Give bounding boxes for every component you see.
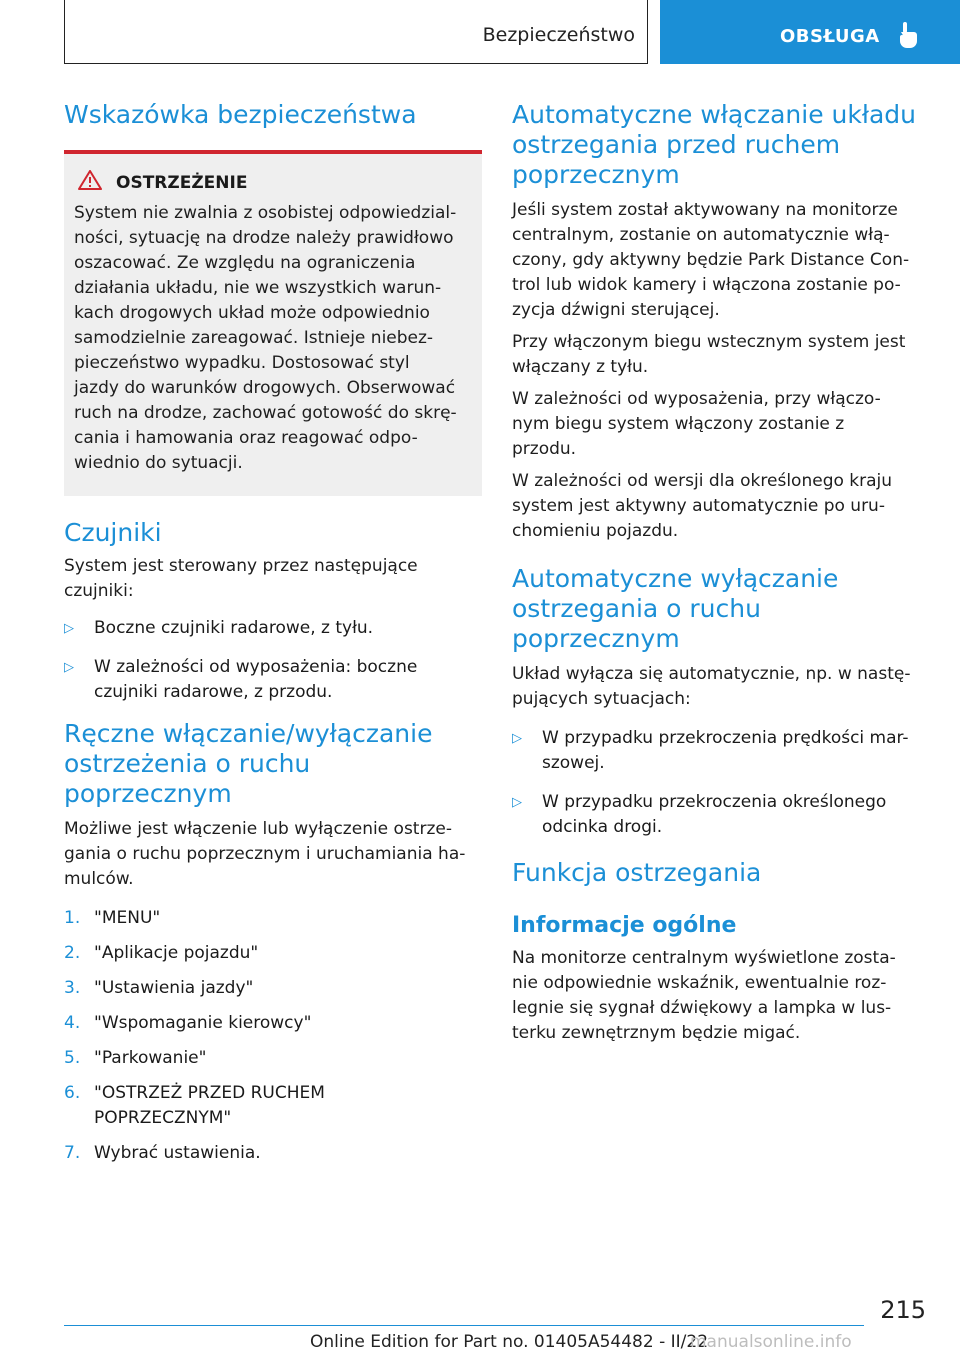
text-line: czony, gdy aktywny będzie Park Distance Con- xyxy=(512,250,910,270)
general-text xyxy=(512,946,928,1046)
header-title: Bezpieczeństwo xyxy=(482,24,635,46)
text-line: system jest aktywny automatycznie po uru- xyxy=(512,496,885,516)
step-text: "Aplikacje pojazdu" xyxy=(94,943,259,963)
auto-on-heading xyxy=(512,100,928,190)
manual-heading xyxy=(64,719,482,809)
steps-list xyxy=(64,906,482,1166)
auto-off-list xyxy=(512,726,928,840)
step-item xyxy=(64,1046,482,1071)
warning-label: OSTRZEŻENIE xyxy=(116,172,248,193)
text-line: W zależności od wersji dla określonego kraju xyxy=(512,471,893,491)
text-line: nym biegu system włączony zostanie z xyxy=(512,414,845,434)
list-item xyxy=(512,726,928,776)
page-number: 215 xyxy=(880,1296,926,1324)
left-column xyxy=(64,100,482,1176)
auto-off-intro xyxy=(512,662,928,712)
text-line: trol lub widok kamery i włączona zostanie po- xyxy=(512,275,901,295)
text-line: System nie zwalnia z osobistej odpowiedzial- xyxy=(74,203,457,223)
text-line: zycja dźwigni sterującej. xyxy=(512,300,720,320)
footer-divider xyxy=(64,1325,864,1326)
paragraph xyxy=(512,198,928,323)
sensors-intro xyxy=(64,554,482,604)
list-item xyxy=(64,616,482,641)
text-line: Jeśli system został aktywowany na monitorze xyxy=(512,200,898,220)
text-line: Możliwe jest włączenie lub wyłączenie ostrze- xyxy=(64,819,452,839)
safety-heading: Wskazówka bezpieczeństwa xyxy=(64,100,417,129)
general-heading: Informacje ogólne xyxy=(512,913,737,938)
footer-watermark: manualsonline.info xyxy=(690,1332,852,1352)
text-line: oszacować. Ze względu na ograniczenia xyxy=(74,253,416,273)
step-item xyxy=(64,1141,482,1166)
hand-pointer-icon xyxy=(896,22,918,52)
warning-text xyxy=(74,201,472,476)
text-line: odcinka drogi. xyxy=(542,817,663,837)
step-number: 2. xyxy=(64,943,81,963)
step-number: 4. xyxy=(64,1013,81,1033)
step-number: 1. xyxy=(64,908,81,928)
auto-on-body xyxy=(512,198,928,544)
text-line: samodzielnie zareagować. Istnieje niebez- xyxy=(74,328,434,348)
heading-line: ostrzegania o ruchu poprzecznym xyxy=(512,594,761,653)
text-line: pieczeństwo wypadku. Dostosować styl xyxy=(74,353,410,373)
bullet-icon: ▷ xyxy=(64,660,74,675)
text-line: szowej. xyxy=(542,753,605,773)
text-line: mulców. xyxy=(64,869,134,889)
heading-line: Ręczne włączanie/wyłączanie xyxy=(64,719,433,748)
text-line: ności, sytuację na drodze należy prawidłowo xyxy=(74,228,454,248)
heading-line: ostrzeżenia o ruchu poprzecznym xyxy=(64,749,311,808)
text-line: ruch na drodze, zachować gotowość do skrę- xyxy=(74,403,457,423)
text-line: W przypadku przekroczenia określonego xyxy=(542,792,887,812)
heading-line: ostrzegania przed ruchem xyxy=(512,130,841,159)
text-line: System jest sterowany przez następujące xyxy=(64,556,418,576)
paragraph xyxy=(512,330,928,380)
text-line: włączany z tyłu. xyxy=(512,357,649,377)
text-line: Przy włączonym biegu wstecznym system jest xyxy=(512,332,906,352)
auto-off-heading xyxy=(512,564,928,654)
text-line: W zależności od wyposażenia: boczne xyxy=(94,657,418,677)
step-text: "Ustawienia jazdy" xyxy=(94,978,254,998)
text-line: działania układu, nie we wszystkich warun- xyxy=(74,278,442,298)
step-text: "Parkowanie" xyxy=(94,1048,207,1068)
text-line: gania o ruchu poprzecznym i uruchamiania ha- xyxy=(64,844,466,864)
step-text: "Wspomaganie kierowcy" xyxy=(94,1013,312,1033)
text-line: cania i hamowania oraz reagować odpo- xyxy=(74,428,418,448)
text-line: W zależności od wyposażenia, przy włączo- xyxy=(512,389,881,409)
step-text: Wybrać ustawienia. xyxy=(94,1143,261,1163)
header-section-label: OBSŁUGA xyxy=(780,26,880,47)
text-line: kach drogowych układ może odpowiednio xyxy=(74,303,430,323)
heading-line: poprzecznym xyxy=(512,160,680,189)
header-section-tab[interactable] xyxy=(660,0,960,64)
right-column xyxy=(512,100,928,1053)
bullet-icon: ▷ xyxy=(64,621,74,636)
text-line: czujniki: xyxy=(64,581,134,601)
text-line: pujących sytuacjach: xyxy=(512,689,691,709)
step-number: 3. xyxy=(64,978,81,998)
step-text: POPRZECZNYM" xyxy=(94,1108,232,1128)
paragraph xyxy=(512,469,928,544)
text-line: nie odpowiednie wskaźnik, ewentualnie roz- xyxy=(512,973,887,993)
text-line: terku zewnętrznym będzie migać. xyxy=(512,1023,801,1043)
step-item xyxy=(64,976,482,1001)
step-item xyxy=(64,906,482,931)
warning-triangle-icon xyxy=(78,170,102,195)
text-line: centralnym, zostanie on automatycznie włą- xyxy=(512,225,890,245)
step-item xyxy=(64,941,482,966)
text-line: czujniki radarowe, z przodu. xyxy=(94,682,333,702)
step-item xyxy=(64,1081,482,1131)
text-line: W przypadku przekroczenia prędkości mar- xyxy=(542,728,909,748)
bullet-icon: ▷ xyxy=(512,731,522,746)
text-line: przodu. xyxy=(512,439,577,459)
text-line: legnie się sygnał dźwiękowy a lampka w lus- xyxy=(512,998,892,1018)
bullet-icon: ▷ xyxy=(512,795,522,810)
step-text: "OSTRZEŻ PRZED RUCHEM xyxy=(94,1083,325,1103)
list-item xyxy=(512,790,928,840)
sensors-heading: Czujniki xyxy=(64,518,162,547)
step-text: "MENU" xyxy=(94,908,161,928)
text-line: Boczne czujniki radarowe, z tyłu. xyxy=(94,618,374,638)
step-number: 6. xyxy=(64,1083,81,1103)
step-item xyxy=(64,1011,482,1036)
header-title-box xyxy=(64,0,648,64)
text-line: wiednio do sytuacji. xyxy=(74,453,243,473)
text-line: Układ wyłącza się automatycznie, np. w nastę- xyxy=(512,664,911,684)
step-number: 5. xyxy=(64,1048,81,1068)
text-line: Na monitorze centralnym wyświetlone zosta- xyxy=(512,948,896,968)
list-item xyxy=(64,655,482,705)
paragraph xyxy=(512,387,928,462)
step-number: 7. xyxy=(64,1143,81,1163)
warning-header xyxy=(78,170,472,195)
sensors-list xyxy=(64,616,482,705)
warning-box xyxy=(64,150,482,496)
heading-line: Automatyczne wyłączanie xyxy=(512,564,839,593)
function-heading: Funkcja ostrzegania xyxy=(512,858,762,887)
heading-line: Automatyczne włączanie układu xyxy=(512,100,916,129)
manual-intro xyxy=(64,817,482,892)
text-line: chomieniu pojazdu. xyxy=(512,521,679,541)
footer-edition: Online Edition for Part no. 01405A54482 - II/22 xyxy=(310,1332,709,1352)
text-line: jazdy do warunków drogowych. Obserwować xyxy=(74,378,456,398)
